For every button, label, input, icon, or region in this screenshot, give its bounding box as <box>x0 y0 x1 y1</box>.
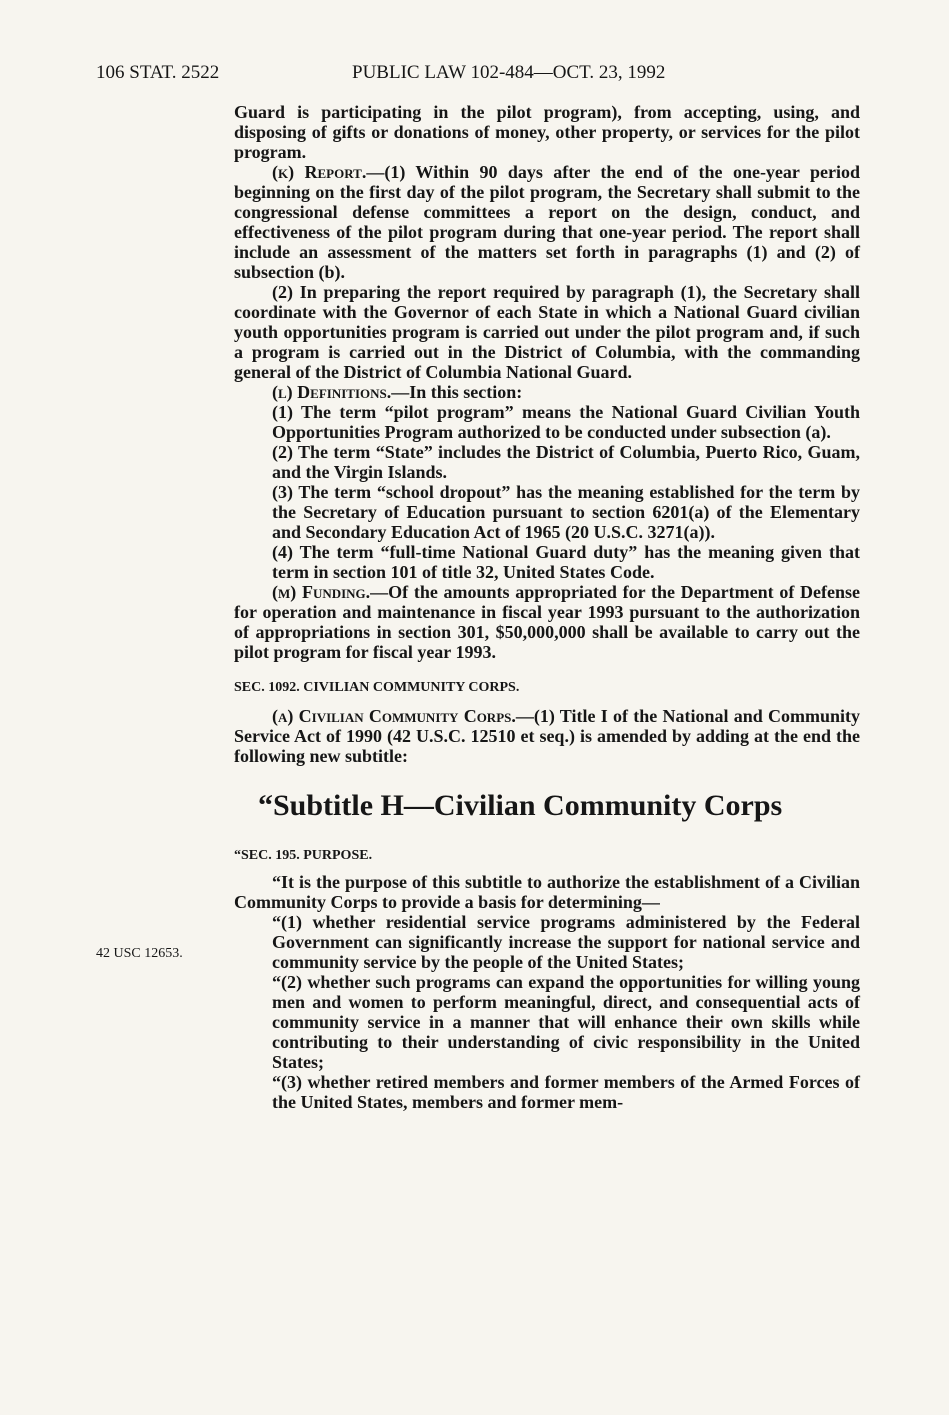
definition-1: (1) The term “pilot program” means the National Guard Civilian Youth Opportunities Program authorized to be conducted under subsection (a). <box>272 402 860 442</box>
subsection-l-text: .—In this section: <box>386 382 523 402</box>
subsection-l-definitions <box>234 382 860 402</box>
subsection-m-heading: (m) Funding <box>272 582 366 602</box>
subtitle-heading: “Subtitle H—Civilian Community Corps <box>258 789 783 822</box>
paragraph-continuation: Guard is participating in the pilot program), from accepting, using, and disposing of gifts or donations of money, other property, or services for the pilot program. <box>234 102 860 162</box>
page-header <box>96 62 861 88</box>
subsection-a-text: .—(1) Title I of the National and Community Service Act of 1990 (42 U.S.C. 12510 et seq.) is amended by adding at the end the following new subtitle: <box>234 706 861 766</box>
margin-citation: 42 USC 12653. <box>96 946 183 961</box>
subsection-l-heading: (l) Definitions <box>272 382 387 402</box>
subsection-a-heading: (a) Civilian Community Corps <box>272 706 512 726</box>
definition-2: (2) The term “State” includes the District of Columbia, Puerto Rico, Guam, and the Virgin Islands. <box>272 442 860 482</box>
subsection-m-text: .—Of the amounts appropriated for the Department of Defense for operation and maintenance in fiscal year 1993 pursuant to the authorization of appropriations in section 301, $50,000,000 shall be available to carry out the pilot program for fiscal year 1993. <box>234 582 860 662</box>
purpose-item-2: “(2) whether such programs can expand the opportunities for willing young men and women to perform meaningful, direct, and consequential acts of community service in a manner that will enhance their own skills while contributing to their understanding of civic responsibility in the United States; <box>272 972 860 1072</box>
purpose-paragraph: “It is the purpose of this subtitle to authorize the establishment of a Civilian Community Corps to provide a basis for determining— <box>234 872 860 912</box>
public-law-title: PUBLIC LAW 102-484—OCT. 23, 1992 <box>352 62 666 83</box>
section-195-heading: “SEC. 195. PURPOSE. <box>234 848 373 863</box>
purpose-item-1: “(1) whether residential service programs administered by the Federal Government can significantly increase the support for national service and community service by the people of the United States; <box>272 912 860 972</box>
purpose-item-3: “(3) whether retired members and former members of the Armed Forces of the United States, members and former mem- <box>272 1072 860 1112</box>
subsection-k-heading: (k) Report <box>272 162 362 182</box>
subsection-m-funding <box>234 582 860 662</box>
subsection-k-report <box>234 162 860 282</box>
definition-3: (3) The term “school dropout” has the meaning established for the term by the Secretary of Education pursuant to section 6201(a) of the Elementary and Secondary Education Act of 1965 (20 U.S.C. 3271(a)). <box>272 482 860 542</box>
subsection-k-text: .—(1) Within 90 days after the end of the one-year period beginning on the first day of the pilot program, the Secretary shall submit to the congressional defense committees a report on the design, conduct, and effectiveness of the pilot program during that one-year period. The report shall include an assessment of the matters set forth in paragraphs (1) and (2) of subsection (b). <box>234 162 860 282</box>
subsection-k-paragraph-2: (2) In preparing the report required by paragraph (1), the Secretary shall coordinate with the Governor of each State in which a National Guard civilian youth opportunities program is carried out under the pilot program and, if such a program is carried out in the District of Columbia, with the commanding general of the District of Columbia National Guard. <box>234 282 860 382</box>
definition-4: (4) The term “full-time National Guard duty” has the meaning given that term in section 101 of title 32, United States Code. <box>272 542 860 582</box>
document-body <box>234 102 860 1112</box>
stat-page-number: 106 STAT. 2522 <box>96 62 220 83</box>
section-1092-heading: SEC. 1092. CIVILIAN COMMUNITY CORPS. <box>234 680 520 695</box>
subsection-a-civilian-corps <box>234 706 860 766</box>
